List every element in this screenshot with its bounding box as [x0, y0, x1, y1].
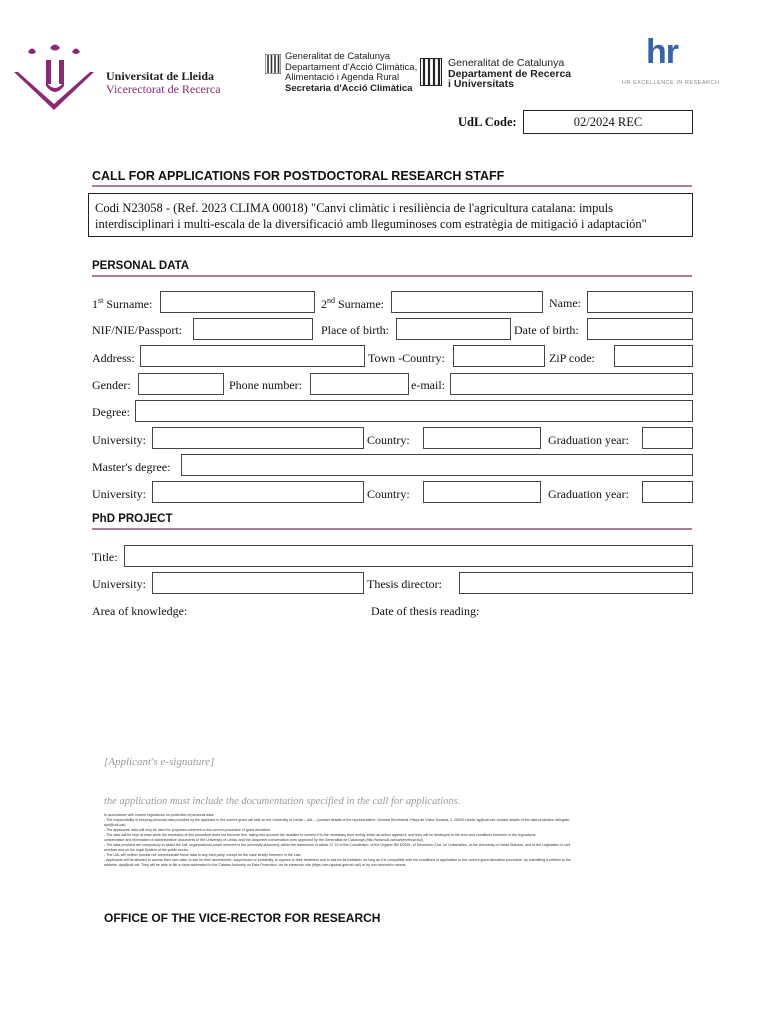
gencat-climate-line1: Generalitat de Catalunya: [285, 51, 391, 62]
phd-title-label: Title:: [92, 550, 118, 564]
first-surname-input[interactable]: [160, 291, 315, 313]
place-of-birth-label: Place of birth:: [321, 323, 389, 337]
gender-label: Gender:: [92, 378, 131, 392]
gender-input[interactable]: [138, 373, 224, 395]
name-input[interactable]: [587, 291, 693, 313]
gencat-research-line1: Generalitat de Catalunya: [448, 57, 565, 69]
legal-line: - The data will be kept at least while the resolution of this procedure does not become firm, taking into account the deadline to contest it to the necessary term during which an action against it, and they will be destroyed in the term and conditions foreseen in the regulations: [104, 833, 536, 837]
legal-line: dpd@udl.cat).: [104, 823, 127, 827]
project-reference-box: [88, 193, 693, 237]
legal-notice: [104, 813, 694, 868]
gencat-climate-line2: Departament d'Acció Climàtica,: [285, 61, 418, 73]
thesis-director-input[interactable]: [459, 572, 693, 594]
name-label: Name:: [549, 296, 581, 310]
gencat-research-logo: [420, 58, 590, 92]
email-label: e-mail:: [411, 378, 445, 392]
personal-data-rule: [92, 275, 692, 277]
masters-degree-label: Master's degree:: [92, 460, 171, 474]
phone-input[interactable]: [310, 373, 409, 395]
legal-line: conservation and elimination of administrative documents of the University of Lleida, and the document conservation form approved by the Generalitat de Catalunya (http://www.udl.cat/ca/serveis/arxiu/).: [104, 838, 425, 842]
address-input[interactable]: [140, 345, 365, 367]
udl-code-field[interactable]: [523, 110, 693, 134]
town-country-label: Town -Country:: [368, 351, 445, 365]
address-label: Address:: [92, 351, 135, 365]
phd-university-label: University:: [92, 577, 146, 591]
town-country-input[interactable]: [453, 345, 545, 367]
date-of-birth-label: Date of birth:: [514, 323, 579, 337]
phd-university-input[interactable]: [152, 572, 364, 594]
udl-emblem-icon: [12, 44, 98, 114]
hr-mark: hr: [646, 33, 678, 71]
masters-degree-input[interactable]: [181, 454, 693, 476]
university2-input[interactable]: [152, 481, 364, 503]
gencat-climate-line3: Alimentació i Agenda Rural: [285, 72, 400, 83]
legal-line: - The data provided are compulsory to assist the UdL organizational power inherent in the university autonomy, within the framework of article 27.10 of the Constitution, of the Organic Bill 6/2001, of December 21st, on Universities, of the University of Lleida Statutes, and of the Legislation in civil: [104, 843, 571, 847]
first-surname-label: 1st Surname:: [92, 296, 153, 311]
phd-project-rule: [92, 528, 692, 530]
date-of-birth-input[interactable]: [587, 318, 693, 340]
email-input[interactable]: [450, 373, 693, 395]
date-thesis-reading-label: Date of thesis reading:: [371, 604, 480, 618]
page-title: CALL FOR APPLICATIONS FOR POSTDOCTORAL RESEARCH STAFF: [92, 169, 505, 183]
project-ref-line1: Codi N23058 - (Ref. 2023 CLIMA 00018) "Canvi climàtic i resiliència de l'agricultura catalana: impuls: [95, 201, 613, 215]
section-phd-project: PhD PROJECT: [92, 513, 173, 525]
project-ref-line2: interdisciplinari i multi-escala de la diversificació amb lleguminoses com estratègia de mitigació i adaptación": [95, 217, 647, 231]
graduation-year-label: Graduation year:: [548, 433, 629, 447]
udl-name: Universitat de Lleida: [106, 69, 214, 83]
degree-input[interactable]: [135, 400, 693, 422]
thesis-director-label: Thesis director:: [367, 577, 442, 591]
country2-label: Country:: [367, 487, 410, 501]
university2-label: University:: [92, 487, 146, 501]
zip-label: ZiP code:: [549, 351, 595, 365]
country-label: Country:: [367, 433, 410, 447]
legal-line: address: dpd@udl.cat. They will be able to file a claim addressed to the Catalan Authority on Data Protection, via its electronic site (https://seu.apdcat.gencat.cat/) or by non-electronic means.: [104, 863, 407, 867]
area-of-knowledge-label: Area of knowledge:: [92, 604, 188, 618]
hr-caption: HR EXCELLENCE IN RESEARCH: [622, 80, 720, 86]
zip-input[interactable]: [614, 345, 693, 367]
degree-label: Degree:: [92, 405, 130, 419]
title-rule: [92, 185, 692, 187]
nif-label: NIF/NIE/Passport:: [92, 323, 182, 337]
senyera-icon: [420, 58, 442, 86]
graduation-year2-input[interactable]: [642, 481, 693, 503]
section-personal-data: PERSONAL DATA: [92, 260, 190, 272]
footer-office: OFFICE OF THE VICE-RECTOR FOR RESEARCH: [104, 911, 381, 925]
country-input[interactable]: [423, 427, 541, 449]
gencat-research-line3: i Universitats: [448, 78, 514, 90]
phd-title-input[interactable]: [124, 545, 693, 567]
signature-placeholder[interactable]: [Applicant's e-signature]: [104, 756, 215, 768]
nif-input[interactable]: [193, 318, 313, 340]
legal-line: services and on the legal System of the public sector.: [104, 848, 189, 852]
place-of-birth-input[interactable]: [396, 318, 511, 340]
udl-code-value: 02/2024 REC: [573, 115, 643, 129]
udl-logo: [12, 44, 242, 114]
documentation-notice: the application must include the documentation specified in the call for applications.: [104, 796, 461, 807]
graduation-year-input[interactable]: [642, 427, 693, 449]
university-input[interactable]: [152, 427, 364, 449]
gencat-climate-logo: [265, 52, 425, 92]
legal-line: - The responsibility of keeping personal data provided by the applicant in the current grant call falls on the University of Lleida – UdL – (contact details of the representative: General Secretariat. Plaça de Víctor Siurana, 1, 25003 Lleida; sg@udl.cat; contact details of the data protection delegate:: [104, 818, 571, 822]
second-surname-label: 2nd Surname:: [321, 296, 384, 311]
gencat-research-line2: Departament de Recerca: [448, 67, 572, 80]
second-surname-input[interactable]: [391, 291, 543, 313]
country2-input[interactable]: [423, 481, 541, 503]
legal-line: - The UdL will neither provide nor communicate these data to any third party, except for the case strictly foreseen in the Law.: [104, 853, 302, 857]
legal-line: - Applicants will be allowed to access their own data, to ask for their amendment, suppression or portability, to oppose to their treatment and to ask for its limitation, as long as it is compatible with the conditions of application to the current grant allocation procedure, by submitting a petition to the: [104, 858, 571, 862]
senyera-icon: [265, 54, 281, 74]
legal-line: - The applicants' data will only be used for purposes coherent to the current procedure of grant allocation.: [104, 828, 272, 832]
gencat-climate-line4: Secretaria d'Acció Climàtica: [285, 82, 413, 94]
university-label: University:: [92, 433, 146, 447]
legal-line: In accordance with current regulations on protection of personal data:: [104, 813, 215, 817]
udl-vicerectorat: Vicerectorat de Recerca: [106, 82, 221, 96]
phone-label: Phone number:: [229, 378, 302, 392]
udl-code-label: UdL Code:: [458, 115, 517, 129]
hr-excellence-logo: [620, 33, 720, 92]
graduation-year2-label: Graduation year:: [548, 487, 629, 501]
